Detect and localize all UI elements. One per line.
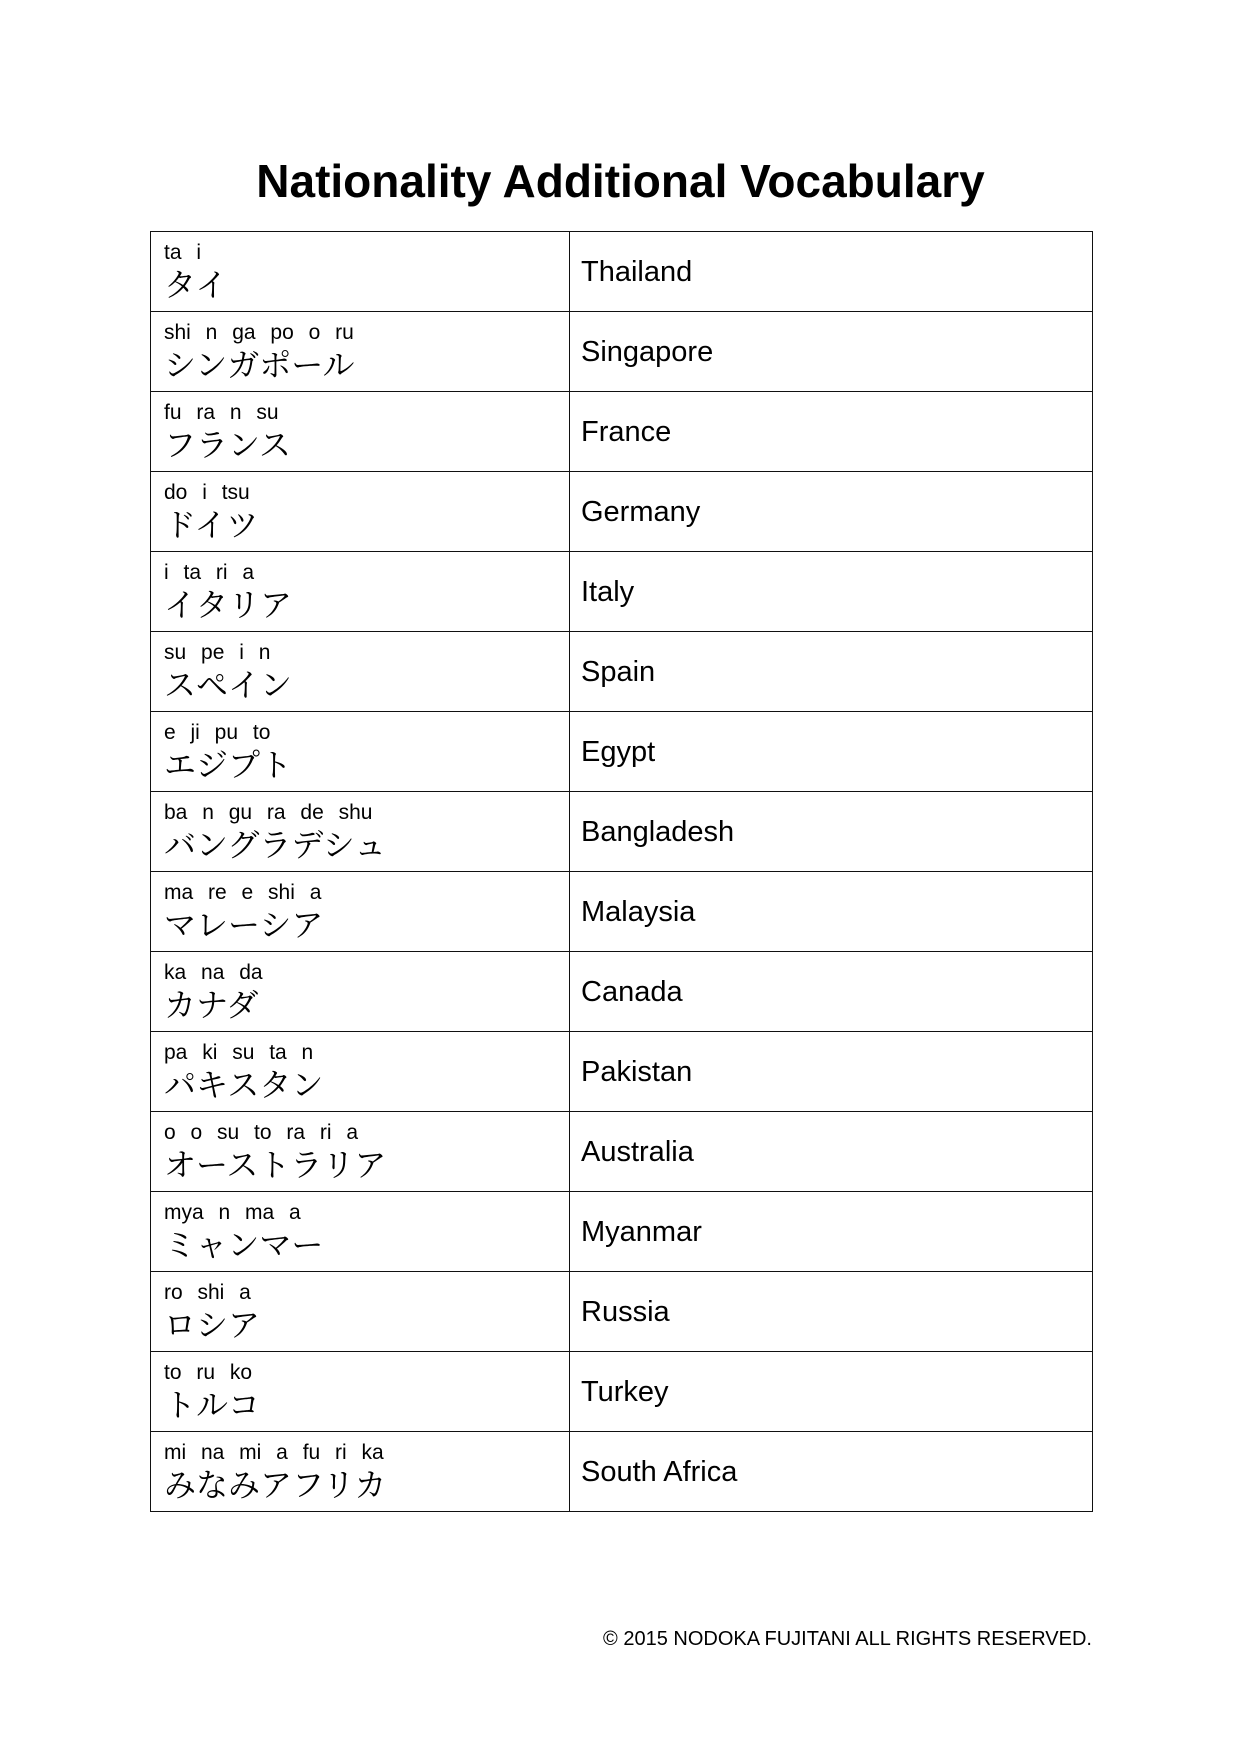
japanese-word: イタリア	[164, 586, 293, 624]
vocab-row	[151, 312, 1093, 392]
vocab-row	[151, 1352, 1093, 1432]
vocab-row	[151, 792, 1093, 872]
romaji-reading: fu ra n su	[164, 401, 279, 424]
country-name: Russia	[581, 1295, 670, 1328]
country-name: Turkey	[581, 1375, 669, 1408]
vocab-row	[151, 952, 1093, 1032]
romaji-reading: e ji pu to	[164, 721, 271, 744]
japanese-word: ドイツ	[164, 506, 259, 544]
japanese-word: エジプト	[164, 746, 293, 784]
romaji-reading: ma re e shi a	[164, 881, 322, 904]
japanese-word: タイ	[164, 266, 228, 304]
english-cell	[570, 1032, 1093, 1112]
japanese-word: トルコ	[164, 1386, 261, 1424]
japanese-word: マレーシア	[164, 906, 324, 944]
english-cell	[570, 872, 1093, 952]
english-cell	[570, 1112, 1093, 1192]
romaji-reading: shi n ga po o ru	[164, 321, 354, 344]
japanese-word: スペイン	[164, 666, 293, 704]
english-cell	[570, 952, 1093, 1032]
country-name: Bangladesh	[581, 815, 735, 848]
country-name: Malaysia	[581, 895, 696, 928]
japanese-cell	[151, 1192, 570, 1272]
romaji-reading: ba n gu ra de shu	[164, 801, 373, 824]
japanese-cell	[151, 472, 570, 552]
vocab-row	[151, 1032, 1093, 1112]
copyright-notice: © 2015 NODOKA FUJITANI ALL RIGHTS RESERVED.	[603, 1628, 1092, 1650]
romaji-reading: mi na mi a fu ri ka	[164, 1441, 384, 1464]
japanese-word: ロシア	[164, 1306, 261, 1344]
vocab-row	[151, 392, 1093, 472]
romaji-reading: pa ki su ta n	[164, 1041, 314, 1064]
vocab-row	[151, 1192, 1093, 1272]
english-cell	[570, 472, 1093, 552]
japanese-cell	[151, 392, 570, 472]
romaji-reading: i ta ri a	[164, 561, 255, 584]
country-name: Italy	[581, 575, 635, 608]
japanese-word: バングラデシュ	[164, 826, 387, 864]
english-cell	[570, 552, 1093, 632]
english-cell	[570, 712, 1093, 792]
japanese-cell	[151, 632, 570, 712]
vocab-row	[151, 472, 1093, 552]
romaji-reading: mya n ma a	[164, 1201, 301, 1224]
country-name: Thailand	[581, 255, 693, 288]
japanese-word: オーストラリア	[164, 1146, 387, 1184]
vocab-row	[151, 1432, 1093, 1512]
vocab-row	[151, 1272, 1093, 1352]
vocab-row	[151, 632, 1093, 712]
english-cell	[570, 232, 1093, 312]
japanese-cell	[151, 1272, 570, 1352]
english-cell	[570, 1352, 1093, 1432]
romaji-reading: ka na da	[164, 961, 263, 984]
japanese-cell	[151, 1352, 570, 1432]
english-cell	[570, 312, 1093, 392]
japanese-cell	[151, 872, 570, 952]
english-cell	[570, 632, 1093, 712]
romaji-reading: to ru ko	[164, 1361, 253, 1384]
japanese-word: みなみアフリカ	[164, 1466, 387, 1504]
japanese-cell	[151, 1032, 570, 1112]
japanese-word: シンガポール	[164, 346, 355, 384]
country-name: Egypt	[581, 735, 656, 768]
romaji-reading: do i tsu	[164, 481, 250, 504]
vocab-row	[151, 552, 1093, 632]
romaji-reading: su pe i n	[164, 641, 271, 664]
romaji-reading: ro shi a	[164, 1281, 251, 1304]
japanese-word: ミャンマー	[164, 1226, 324, 1264]
vocabulary-table	[150, 231, 1093, 1512]
country-name: Singapore	[581, 335, 714, 368]
page-title: Nationality Additional Vocabulary	[256, 155, 985, 207]
english-cell	[570, 1192, 1093, 1272]
country-name: Australia	[581, 1135, 694, 1168]
japanese-cell	[151, 712, 570, 792]
japanese-word: パキスタン	[164, 1066, 324, 1104]
vocab-row	[151, 1112, 1093, 1192]
japanese-cell	[151, 232, 570, 312]
romaji-reading: o o su to ra ri a	[164, 1121, 359, 1144]
japanese-cell	[151, 312, 570, 392]
english-cell	[570, 1272, 1093, 1352]
japanese-cell	[151, 952, 570, 1032]
country-name: Spain	[581, 655, 656, 688]
japanese-word: フランス	[164, 426, 292, 464]
vocab-row	[151, 712, 1093, 792]
country-name: Germany	[581, 495, 701, 528]
english-cell	[570, 792, 1093, 872]
japanese-cell	[151, 552, 570, 632]
japanese-cell	[151, 1432, 570, 1512]
vocab-row	[151, 232, 1093, 312]
country-name: France	[581, 415, 672, 448]
country-name: South Africa	[581, 1455, 738, 1488]
japanese-word: カナダ	[164, 986, 259, 1024]
japanese-cell	[151, 1112, 570, 1192]
japanese-cell	[151, 792, 570, 872]
english-cell	[570, 1432, 1093, 1512]
romaji-reading: ta i	[164, 241, 202, 264]
vocab-row	[151, 872, 1093, 952]
english-cell	[570, 392, 1093, 472]
country-name: Pakistan	[581, 1055, 693, 1088]
country-name: Myanmar	[581, 1215, 702, 1248]
country-name: Canada	[581, 975, 683, 1008]
